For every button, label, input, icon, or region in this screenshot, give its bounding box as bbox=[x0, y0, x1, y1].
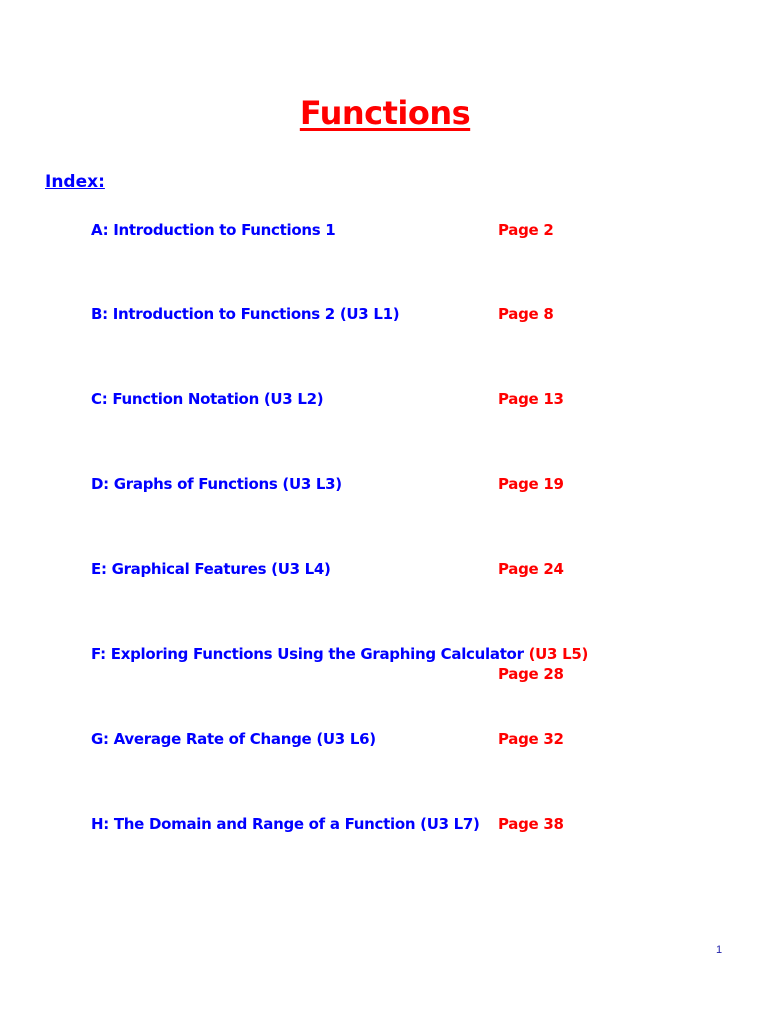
index-entry-b bbox=[91, 305, 691, 349]
index-entry-label bbox=[91, 645, 588, 663]
index-entry-e bbox=[91, 560, 691, 604]
index-entry-page: Page 2 bbox=[498, 221, 554, 239]
index-entry-label: E: Graphical Features (U3 L4) bbox=[91, 560, 331, 578]
index-entry-d bbox=[91, 475, 691, 519]
index-entry-page: Page 32 bbox=[498, 730, 564, 748]
index-entry-page: Page 24 bbox=[498, 560, 564, 578]
index-entry-label-tag: (U3 L5) bbox=[523, 645, 589, 663]
index-entry-h bbox=[91, 815, 691, 859]
index-entry-label-text: F: Exploring Functions Using the Graphing Calculator bbox=[91, 645, 524, 663]
index-entry-label: H: The Domain and Range of a Function (U3 L7) bbox=[91, 815, 480, 833]
index-entry-page: Page 19 bbox=[498, 475, 564, 493]
index-entry-label: B: Introduction to Functions 2 (U3 L1) bbox=[91, 305, 400, 323]
index-entry-label: D: Graphs of Functions (U3 L3) bbox=[91, 475, 342, 493]
index-entry-label: G: Average Rate of Change (U3 L6) bbox=[91, 730, 376, 748]
index-entry-page: Page 28 bbox=[498, 665, 564, 683]
index-entry-g bbox=[91, 730, 691, 774]
index-entry-a bbox=[91, 221, 691, 265]
index-entry-page: Page 38 bbox=[498, 815, 564, 833]
page-title: Functions bbox=[299, 94, 471, 132]
index-entry-page: Page 8 bbox=[498, 305, 554, 323]
index-entry-label: A: Introduction to Functions 1 bbox=[91, 221, 336, 239]
page-number: 1 bbox=[716, 944, 723, 956]
index-entry-c bbox=[91, 390, 691, 434]
index-heading: Index: bbox=[45, 172, 105, 192]
index-entry-f bbox=[91, 645, 691, 689]
index-entry-label: C: Function Notation (U3 L2) bbox=[91, 390, 324, 408]
index-entry-page: Page 13 bbox=[498, 390, 564, 408]
